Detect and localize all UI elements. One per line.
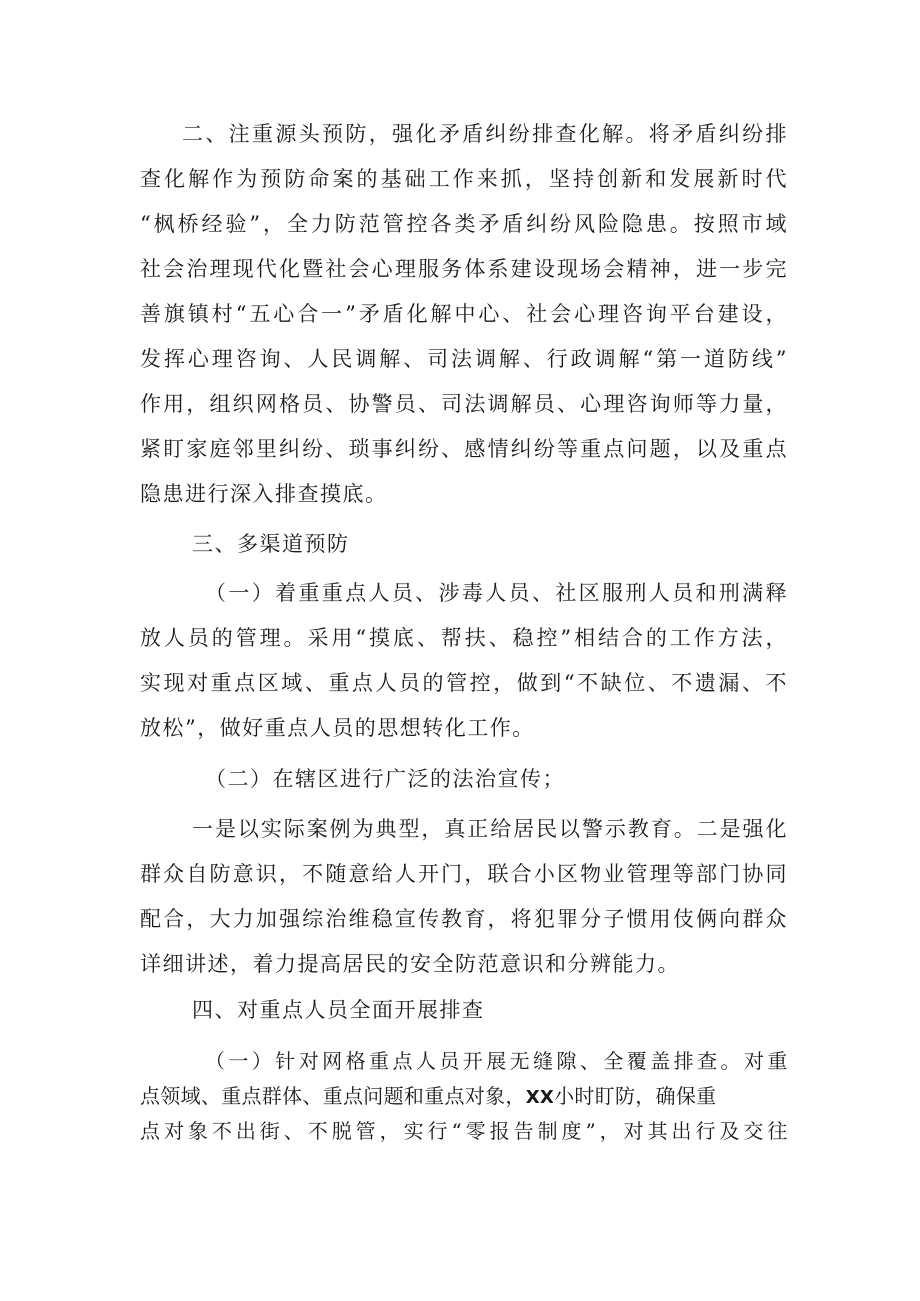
line-text: 小时盯防，确保重 [554, 1084, 717, 1108]
paragraph-line: 群众自防意识，不随意给人开门，联合小区物业管理等部门协同 [140, 862, 788, 886]
section-heading: 三、多渠道预防 [192, 532, 350, 556]
paragraph-line [140, 1080, 788, 1109]
paragraph-line: 社会治理现代化暨社会心理服务体系建设现场会精神，进一步完 [140, 257, 788, 281]
paragraph-line: “枫桥经验”，全力防范管控各类矛盾纠纷风险隐患。按照市域 [140, 212, 788, 236]
paragraph-line: （一）着重重点人员、涉毒人员、社区服刑人员和刑满释 [205, 581, 788, 605]
section-heading: 四、对重点人员全面开展排查 [192, 998, 485, 1022]
paragraph-line: 善旗镇村“五心合一”矛盾化解中心、社会心理咨询平台建设， [140, 302, 788, 326]
paragraph-line: 配合，大力加强综治维稳宣传教育，将犯罪分子惯用伎俩向群众 [140, 907, 788, 931]
sub-heading: （二）在辖区进行广泛的法治宣传； [205, 767, 565, 791]
paragraph-line: 放松”，做好重点人员的思想转化工作。 [140, 716, 535, 740]
paragraph-line: 详细讲述，着力提高居民的安全防范意识和分辨能力。 [140, 952, 680, 976]
paragraph-line: （一）针对网格重点人员开展无缝隙、全覆盖排查。对重 [205, 1049, 788, 1073]
paragraph-line: 作用，组织网格员、协警员、司法调解员、心理咨询师等力量， [140, 392, 788, 416]
paragraph-line: 点对象不出街、不脱管，实行“零报告制度”，对其出行及交往 [140, 1119, 788, 1143]
placeholder-xx: XX [525, 1087, 555, 1108]
paragraph-line: 放人员的管理。采用“摸底、帮扶、稳控”相结合的工作方法， [140, 626, 788, 650]
line-text: 点领域、重点群体、重点问题和重点对象， [140, 1084, 526, 1108]
paragraph-line: 一是以实际案例为典型，真正给居民以警示教育。二是强化 [192, 817, 788, 841]
paragraph-line: 紧盯家庭邻里纠纷、琐事纠纷、感情纠纷等重点问题，以及重点 [140, 437, 788, 461]
paragraph-line: 实现对重点区域、重点人员的管控，做到“不缺位、不遗漏、不 [140, 671, 788, 695]
paragraph-line: 隐患进行深入排查摸底。 [140, 482, 388, 506]
paragraph-line: 查化解作为预防命案的基础工作来抓，坚持创新和发展新时代 [140, 167, 788, 191]
paragraph-line: 二、注重源头预防，强化矛盾纠纷排查化解。将矛盾纠纷排 [182, 122, 788, 146]
paragraph-line: 发挥心理咨询、人民调解、司法调解、行政调解“第一道防线” [140, 347, 788, 371]
